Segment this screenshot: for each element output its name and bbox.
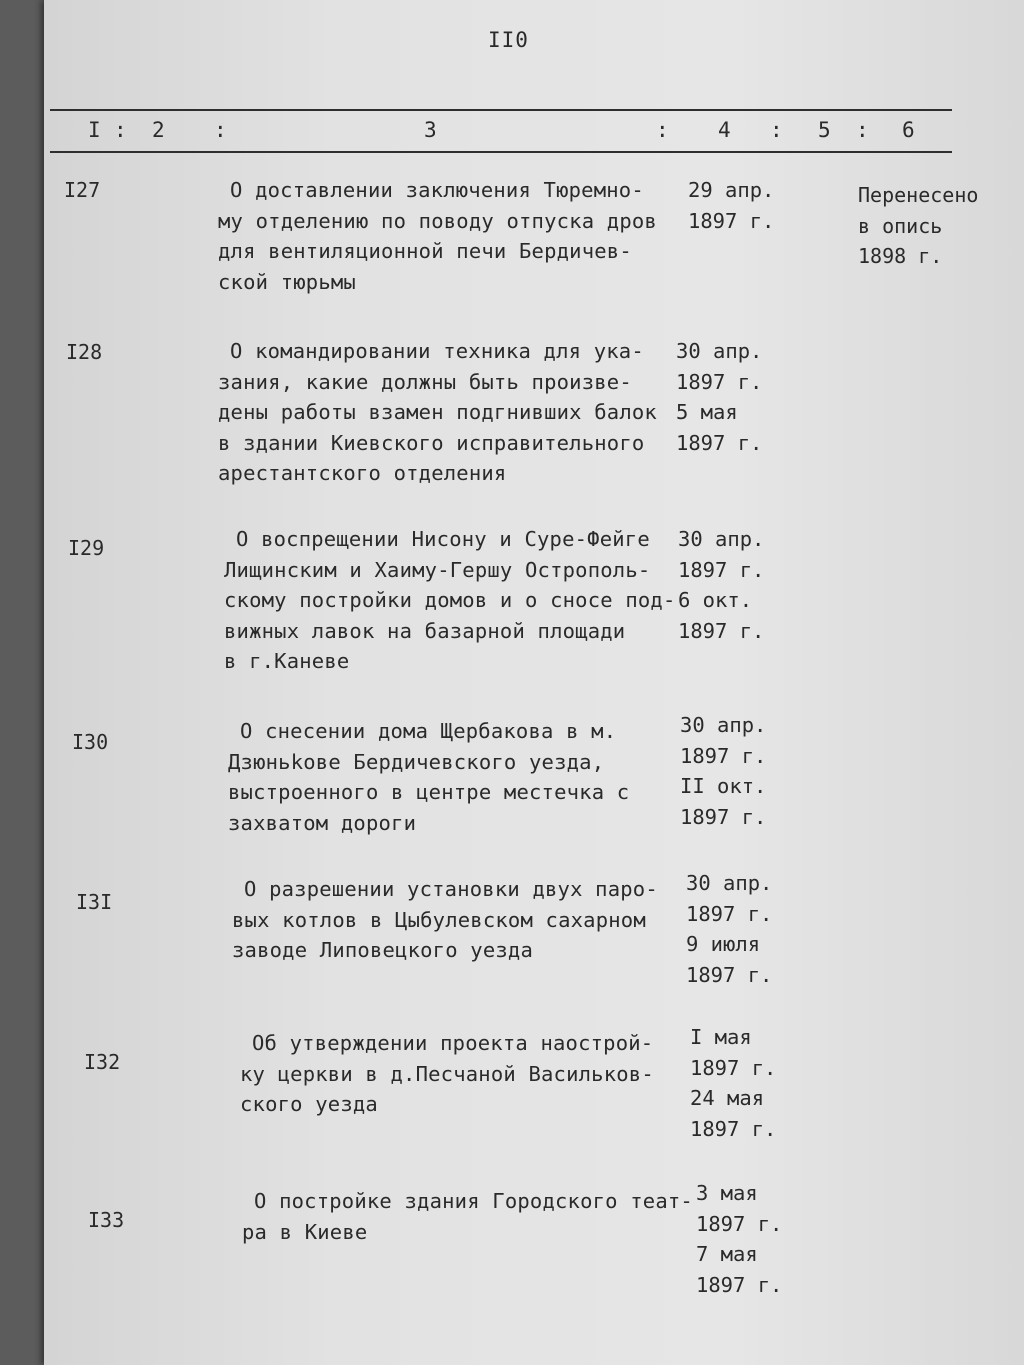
row-title bbox=[224, 524, 676, 677]
row-number: I32 bbox=[84, 1050, 121, 1074]
title-line: О разрешении установки двух паро- bbox=[244, 877, 658, 901]
row-title bbox=[218, 175, 657, 297]
date-line: 1897 г. bbox=[690, 1116, 777, 1141]
column-header-2: 2 bbox=[152, 118, 165, 142]
date-line: 1897 г. bbox=[696, 1272, 783, 1297]
date-line: 1897 г. bbox=[678, 618, 765, 643]
date-line: 1897 г. bbox=[690, 1055, 777, 1080]
column-separator: : bbox=[656, 118, 669, 142]
title-line: вижных лавок на базарной площади bbox=[224, 618, 626, 643]
title-line: ра в Киеве bbox=[242, 1219, 368, 1244]
row-dates bbox=[676, 336, 762, 458]
date-line: 1897 г. bbox=[676, 369, 763, 394]
note-line: в опись bbox=[858, 213, 943, 238]
date-line: 1897 г. bbox=[686, 901, 773, 926]
column-separator: : bbox=[214, 118, 227, 142]
date-line: 1897 г. bbox=[680, 743, 767, 768]
date-line: 6 окт. bbox=[678, 588, 753, 612]
title-line: Лищинским и Хаиму-Гершу Острополь- bbox=[224, 557, 651, 582]
row-title bbox=[218, 336, 657, 489]
row-dates bbox=[680, 710, 766, 832]
row-dates bbox=[678, 524, 764, 646]
row-dates bbox=[686, 868, 772, 990]
date-line: 1897 г. bbox=[678, 557, 765, 582]
title-line: О доставлении заключения Тюремно- bbox=[230, 178, 644, 202]
date-line: 9 июля bbox=[686, 932, 761, 956]
title-line: му отделению по поводу отпуска дров bbox=[218, 208, 657, 233]
date-line: 1897 г. bbox=[686, 962, 773, 987]
row-number: I30 bbox=[72, 730, 109, 754]
title-line: вых котлов в Цыбулевском сахарном bbox=[232, 907, 646, 932]
row-dates bbox=[688, 175, 774, 236]
date-line: II окт. bbox=[680, 774, 767, 798]
row-number: I33 bbox=[88, 1208, 125, 1232]
row-dates bbox=[690, 1022, 776, 1144]
row-number: I29 bbox=[68, 536, 105, 560]
row-title bbox=[232, 874, 658, 966]
date-line: 5 мая bbox=[676, 400, 738, 424]
date-line: 30 апр. bbox=[680, 713, 767, 737]
date-line: 29 апр. bbox=[688, 178, 775, 202]
row-number: I27 bbox=[64, 178, 101, 202]
title-line: ку церкви в д.Песчаной Васильков- bbox=[240, 1061, 654, 1086]
row-title bbox=[240, 1028, 654, 1120]
row-title bbox=[242, 1186, 693, 1247]
row-title bbox=[228, 716, 629, 838]
row-dates bbox=[696, 1178, 782, 1300]
title-line: выстроенного в центре местечка с bbox=[228, 780, 630, 804]
column-separator: : bbox=[770, 118, 783, 142]
date-line: 30 апр. bbox=[676, 339, 763, 363]
title-line: Об утверждении проекта наострой- bbox=[252, 1031, 654, 1055]
date-line: 24 мая bbox=[690, 1086, 765, 1110]
table-header-top-rule bbox=[50, 109, 952, 111]
title-line: О постройке здания Городского теат- bbox=[254, 1189, 693, 1213]
title-line: дены работы взамен подгнивших балок bbox=[218, 400, 657, 424]
page-number: II0 bbox=[488, 28, 529, 52]
title-line: ской тюрьмы bbox=[218, 269, 356, 294]
title-line: скому постройки домов и о сносе под- bbox=[224, 588, 676, 612]
table-header-bottom-rule bbox=[50, 151, 952, 153]
row-number: I3I bbox=[76, 890, 113, 914]
date-line: 7 мая bbox=[696, 1242, 758, 1266]
title-line: О снесении дома Щербакова в м. bbox=[240, 719, 617, 743]
title-line: в г.Каневе bbox=[224, 649, 350, 673]
column-header-1: I bbox=[88, 118, 101, 142]
date-line: 1897 г. bbox=[688, 208, 775, 233]
column-header-4: 4 bbox=[718, 118, 731, 142]
column-header-3: 3 bbox=[424, 118, 437, 142]
title-line: О воспрещении Нисону и Суре-Фейге bbox=[236, 527, 650, 551]
row-note bbox=[858, 180, 978, 272]
title-line: в здании Киевского исправительного bbox=[218, 430, 645, 455]
title-line: зания, какие должны быть произве- bbox=[218, 369, 632, 394]
row-number: I28 bbox=[66, 340, 103, 364]
column-separator: : bbox=[114, 118, 127, 142]
column-header-5: 5 bbox=[818, 118, 831, 142]
title-line: арестантского отделения bbox=[218, 461, 507, 485]
title-line: заводе Липовецкого уезда bbox=[232, 938, 534, 962]
title-line: для вентиляционной печи Бердичев- bbox=[218, 239, 632, 263]
date-line: 3 мая bbox=[696, 1181, 758, 1205]
title-line: Дзюньkове Бердичевского уезда, bbox=[228, 749, 605, 774]
date-line: 1897 г. bbox=[676, 430, 763, 455]
date-line: 30 апр. bbox=[678, 527, 765, 551]
column-header-6: 6 bbox=[902, 118, 915, 142]
title-line: О командировании техника для ука- bbox=[230, 339, 644, 363]
column-separator: : bbox=[856, 118, 869, 142]
date-line: I мая bbox=[690, 1025, 752, 1049]
title-line: ского уезда bbox=[240, 1092, 378, 1116]
date-line: 1897 г. bbox=[696, 1211, 783, 1236]
title-line: захватом дороги bbox=[228, 810, 417, 835]
note-line: Перенесено bbox=[858, 183, 979, 207]
date-line: 1897 г. bbox=[680, 804, 767, 829]
date-line: 30 апр. bbox=[686, 871, 773, 895]
note-line: 1898 г. bbox=[858, 244, 943, 268]
